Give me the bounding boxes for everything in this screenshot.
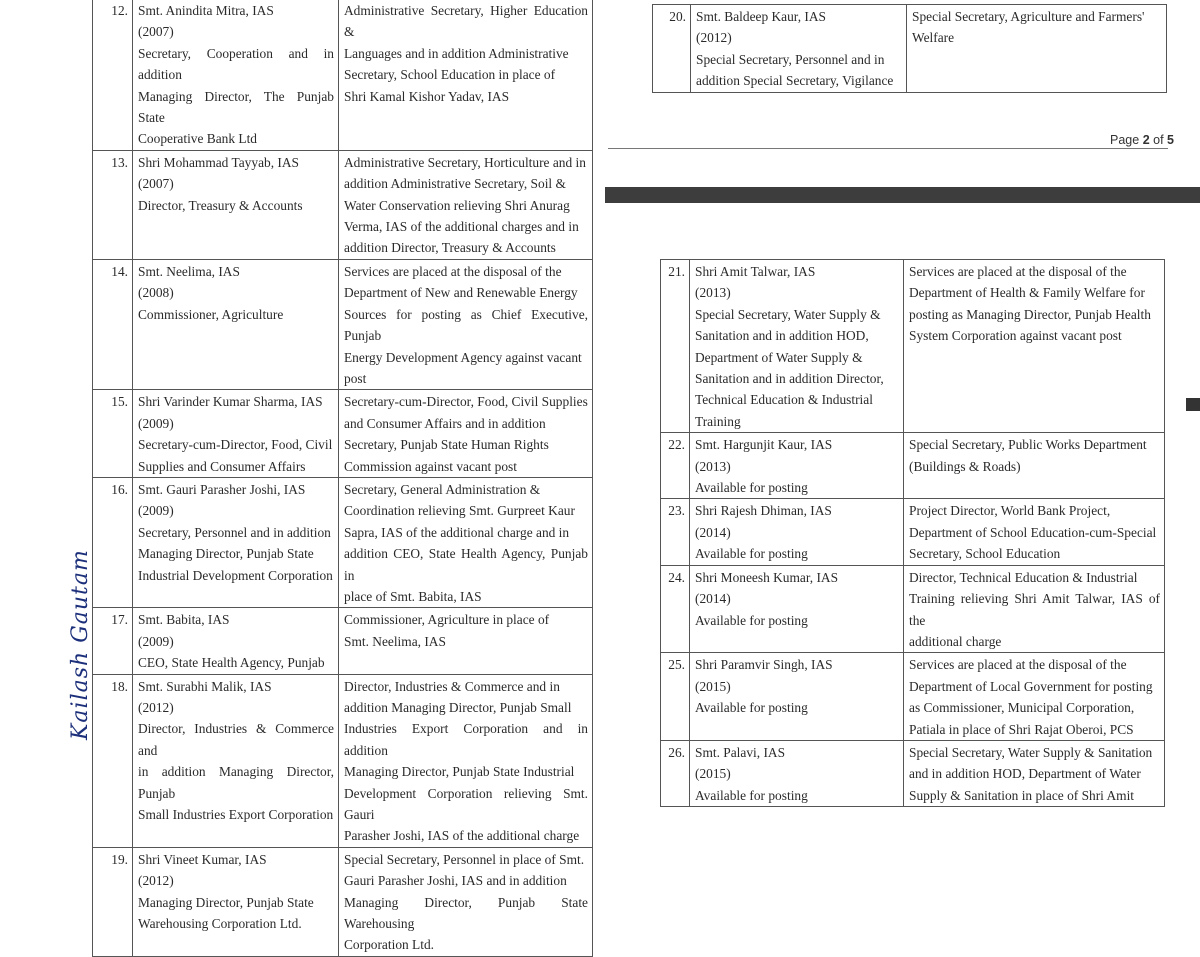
new-posting-line: Department of New and Renewable Energy bbox=[344, 285, 578, 301]
officer-name: Smt. Gauri Parasher Joshi, IAS bbox=[138, 481, 306, 497]
new-posting-cell bbox=[339, 259, 593, 389]
new-posting-line: Managing Director, Punjab State Industrial bbox=[344, 764, 575, 780]
table-row bbox=[661, 653, 1165, 741]
officer-cell bbox=[133, 0, 339, 150]
table-row bbox=[653, 5, 1167, 93]
current-posting-line: Director, Treasury & Accounts bbox=[138, 197, 303, 213]
current-posting-line: Secretary, Cooperation and in addition bbox=[138, 45, 334, 83]
new-posting-line: Director, Technical Education & Industrial bbox=[909, 569, 1138, 585]
new-posting-cell bbox=[339, 477, 593, 607]
officer-name: Smt. Baldeep Kaur, IAS bbox=[696, 9, 827, 24]
officer-cell bbox=[690, 740, 904, 806]
new-posting-cell bbox=[907, 5, 1167, 93]
serial-number: 16. bbox=[93, 477, 133, 607]
table-row bbox=[661, 433, 1165, 499]
current-posting-line: Industrial Development Corporation bbox=[138, 567, 333, 583]
new-posting-cell bbox=[339, 0, 593, 150]
page-footer-rule bbox=[608, 148, 1168, 149]
page-sep: of bbox=[1153, 133, 1164, 147]
current-posting-line: Available for posting bbox=[695, 612, 808, 628]
current-posting-line: Managing Director, Punjab State bbox=[138, 546, 314, 562]
right-top-posting-table bbox=[652, 4, 1167, 93]
table-row bbox=[93, 477, 593, 607]
page-separator-band bbox=[605, 187, 1200, 203]
new-posting-line: Patiala in place of Shri Rajat Oberoi, PCS bbox=[909, 721, 1134, 737]
current-posting-line: Secretary, Personnel and in addition bbox=[138, 524, 331, 540]
current-posting-line: Managing Director, Punjab State bbox=[138, 894, 314, 910]
table-row bbox=[93, 390, 593, 478]
serial-number: 23. bbox=[661, 499, 690, 565]
new-posting-line: Commissioner, Agriculture in place of bbox=[344, 612, 550, 628]
new-posting-line: Development Corporation relieving Smt. Gauri bbox=[344, 785, 588, 823]
new-posting-line: Department of Local Government for posting bbox=[909, 678, 1153, 694]
new-posting-line: Special Secretary, Agriculture and Farmers' bbox=[912, 9, 1145, 24]
new-posting-line: Energy Development Agency against vacant bbox=[344, 349, 582, 365]
new-posting-cell bbox=[904, 565, 1165, 653]
current-posting-line: Available for posting bbox=[695, 787, 808, 803]
officer-batch: (2013) bbox=[695, 458, 731, 474]
new-posting-line: Languages and in addition Administrative bbox=[344, 45, 569, 61]
current-posting-line: Available for posting bbox=[695, 546, 808, 562]
new-posting-line: Services are placed at the disposal of the bbox=[909, 264, 1127, 279]
serial-number: 17. bbox=[93, 608, 133, 674]
current-posting-line: in addition Managing Director, Punjab bbox=[138, 764, 334, 801]
left-table-body bbox=[93, 0, 593, 956]
new-posting-line: Secretary, School Education bbox=[909, 546, 1061, 562]
officer-name: Shri Mohammad Tayyab, IAS bbox=[138, 154, 299, 170]
page-total: 5 bbox=[1167, 133, 1174, 147]
new-posting-line: Water Conservation relieving Shri Anurag bbox=[344, 197, 570, 213]
table-row bbox=[93, 847, 593, 956]
table-row bbox=[661, 499, 1165, 565]
table-row bbox=[93, 0, 593, 150]
table-row bbox=[93, 259, 593, 389]
serial-number: 24. bbox=[661, 565, 690, 653]
officer-name: Shri Vineet Kumar, IAS bbox=[138, 851, 267, 867]
current-posting-line: Warehousing Corporation Ltd. bbox=[138, 916, 302, 932]
new-posting-line: posting as Managing Director, Punjab Health bbox=[909, 306, 1151, 322]
officer-name: Shri Rajesh Dhiman, IAS bbox=[695, 503, 832, 519]
new-posting-line: Administrative Secretary, Higher Education & bbox=[344, 3, 588, 40]
current-posting-line: Managing Director, The Punjab State bbox=[138, 88, 334, 126]
serial-number: 14. bbox=[93, 259, 133, 389]
left-posting-table bbox=[92, 0, 593, 957]
officer-cell bbox=[691, 5, 907, 93]
new-posting-line: Sapra, IAS of the additional charge and in bbox=[344, 524, 570, 540]
new-posting-line: Verma, IAS of the additional charges and in bbox=[344, 219, 579, 235]
officer-batch: (2012) bbox=[696, 30, 732, 46]
new-posting-line: Secretary, School Education in place of bbox=[344, 67, 556, 83]
new-posting-line: addition CEO, State Health Agency, Punjab in bbox=[344, 546, 588, 583]
current-posting-line: CEO, State Health Agency, Punjab bbox=[138, 655, 325, 671]
officer-batch: (2014) bbox=[695, 591, 731, 607]
current-posting-line: Special Secretary, Personnel and in bbox=[696, 51, 885, 67]
officer-name: Shri Amit Talwar, IAS bbox=[695, 264, 816, 279]
signature: Kailash Gautam bbox=[68, 549, 93, 740]
current-posting-line: Training bbox=[695, 413, 741, 429]
new-posting-cell bbox=[339, 847, 593, 956]
current-posting-line: Director, Industries & Commerce and bbox=[138, 721, 334, 758]
new-posting-line: Parasher Joshi, IAS of the additional charge bbox=[344, 828, 580, 844]
new-posting-line: Coordination relieving Smt. Gurpreet Kaur bbox=[344, 503, 575, 519]
officer-cell bbox=[133, 608, 339, 674]
new-posting-cell bbox=[904, 260, 1165, 433]
new-posting-line: Department of School Education-cum-Special bbox=[909, 524, 1157, 540]
new-posting-cell bbox=[339, 674, 593, 847]
new-posting-line: Gauri Parasher Joshi, IAS and in addition bbox=[344, 873, 567, 889]
current-posting-line: Department of Water Supply & bbox=[695, 349, 863, 365]
serial-number: 26. bbox=[661, 740, 690, 806]
serial-number: 19. bbox=[93, 847, 133, 956]
new-posting-cell bbox=[904, 499, 1165, 565]
serial-number: 15. bbox=[93, 390, 133, 478]
serial-number: 18. bbox=[93, 674, 133, 847]
new-posting-line: Director, Industries & Commerce and in bbox=[344, 678, 560, 694]
officer-cell bbox=[690, 260, 904, 433]
officer-name: Smt. Babita, IAS bbox=[138, 612, 230, 628]
new-posting-line: Department of Health & Family Welfare for bbox=[909, 285, 1145, 301]
page-current: 2 bbox=[1142, 133, 1150, 147]
officer-name: Shri Moneesh Kumar, IAS bbox=[695, 569, 839, 585]
table-row bbox=[661, 740, 1165, 806]
new-posting-line: Managing Director, Punjab State Warehousing bbox=[344, 894, 588, 932]
new-posting-line: Sources for posting as Chief Executive, Punjab bbox=[344, 306, 588, 344]
scroll-marker bbox=[1186, 398, 1200, 411]
officer-cell bbox=[690, 499, 904, 565]
new-posting-line: Commission against vacant post bbox=[344, 458, 517, 474]
current-posting-line: Small Industries Export Corporation bbox=[138, 807, 334, 823]
new-posting-line: System Corporation against vacant post bbox=[909, 328, 1122, 344]
officer-batch: (2015) bbox=[695, 766, 731, 782]
current-posting-line: Available for posting bbox=[695, 700, 808, 716]
officer-cell bbox=[133, 390, 339, 478]
officer-cell bbox=[133, 674, 339, 847]
officer-batch: (2007) bbox=[138, 176, 174, 192]
new-posting-line: Supply & Sanitation in place of Shri Amit bbox=[909, 787, 1135, 803]
current-posting-line: Commissioner, Agriculture bbox=[138, 306, 284, 322]
right-table-body bbox=[661, 260, 1165, 807]
serial-number: 20. bbox=[653, 5, 691, 93]
new-posting-line: (Buildings & Roads) bbox=[909, 458, 1021, 474]
current-posting-line: Technical Education & Industrial bbox=[695, 392, 873, 408]
new-posting-line: and in addition HOD, Department of Water bbox=[909, 766, 1141, 782]
officer-name: Smt. Palavi, IAS bbox=[695, 744, 786, 760]
new-posting-cell bbox=[904, 653, 1165, 741]
serial-number: 13. bbox=[93, 150, 133, 259]
new-posting-line: Shri Kamal Kishor Yadav, IAS bbox=[344, 88, 510, 104]
current-posting-line: Sanitation and in addition HOD, bbox=[695, 328, 869, 344]
officer-cell bbox=[133, 477, 339, 607]
table-row bbox=[661, 260, 1165, 433]
new-posting-cell bbox=[339, 150, 593, 259]
current-posting-line: Cooperative Bank Ltd bbox=[138, 131, 257, 147]
officer-batch: (2013) bbox=[695, 285, 731, 301]
serial-number: 25. bbox=[661, 653, 690, 741]
officer-batch: (2015) bbox=[695, 678, 731, 694]
serial-number: 22. bbox=[661, 433, 690, 499]
page-prefix: Page bbox=[1110, 133, 1140, 147]
current-posting-line: Available for posting bbox=[695, 480, 808, 496]
current-posting-line: Supplies and Consumer Affairs bbox=[138, 458, 306, 474]
officer-batch: (2009) bbox=[138, 633, 174, 649]
officer-cell bbox=[133, 259, 339, 389]
officer-name: Smt. Hargunjit Kaur, IAS bbox=[695, 437, 833, 453]
officer-batch: (2012) bbox=[138, 700, 174, 715]
officer-name: Smt. Surabhi Malik, IAS bbox=[138, 678, 272, 694]
officer-batch: (2008) bbox=[138, 285, 174, 301]
new-posting-line: Secretary-cum-Director, Food, Civil Supplies bbox=[344, 394, 588, 410]
officer-batch: (2009) bbox=[138, 415, 174, 431]
new-posting-line: Industries Export Corporation and in addition bbox=[344, 721, 588, 758]
new-posting-line: Special Secretary, Personnel in place of Smt. bbox=[344, 851, 585, 867]
new-posting-line: Special Secretary, Public Works Department bbox=[909, 437, 1147, 453]
new-posting-line: Project Director, World Bank Project, bbox=[909, 503, 1111, 519]
officer-batch: (2009) bbox=[138, 503, 174, 519]
page-number bbox=[1110, 133, 1174, 147]
officer-name: Smt. Neelima, IAS bbox=[138, 263, 240, 279]
new-posting-line: Corporation Ltd. bbox=[344, 937, 435, 953]
officer-cell bbox=[690, 653, 904, 741]
new-posting-line: Special Secretary, Water Supply & Sanitation bbox=[909, 744, 1153, 760]
new-posting-line: Training relieving Shri Amit Talwar, IAS of the bbox=[909, 591, 1160, 628]
current-posting-line: Secretary-cum-Director, Food, Civil bbox=[138, 437, 333, 453]
new-posting-line: and Consumer Affairs and in addition bbox=[344, 415, 546, 431]
officer-cell bbox=[690, 433, 904, 499]
current-posting-line: Special Secretary, Water Supply & bbox=[695, 306, 881, 322]
right-posting-table bbox=[660, 259, 1165, 807]
officer-name: Shri Varinder Kumar Sharma, IAS bbox=[138, 394, 323, 410]
new-posting-line: addition Director, Treasury & Accounts bbox=[344, 240, 556, 256]
new-posting-line: Services are placed at the disposal of the bbox=[909, 657, 1127, 673]
current-posting-line: Sanitation and in addition Director, bbox=[695, 371, 884, 387]
new-posting-line: additional charge bbox=[909, 633, 1002, 649]
officer-cell bbox=[133, 847, 339, 956]
officer-name: Smt. Anindita Mitra, IAS bbox=[138, 3, 274, 18]
officer-cell bbox=[133, 150, 339, 259]
officer-cell bbox=[690, 565, 904, 653]
table-row bbox=[93, 674, 593, 847]
new-posting-cell bbox=[904, 433, 1165, 499]
serial-number: 21. bbox=[661, 260, 690, 433]
new-posting-line: post bbox=[344, 370, 367, 386]
new-posting-line: place of Smt. Babita, IAS bbox=[344, 588, 482, 604]
officer-batch: (2012) bbox=[138, 873, 174, 889]
new-posting-line: as Commissioner, Municipal Corporation, bbox=[909, 700, 1135, 716]
officer-batch: (2007) bbox=[138, 24, 174, 40]
new-posting-line: Secretary, General Administration & bbox=[344, 481, 541, 497]
new-posting-cell bbox=[339, 608, 593, 674]
new-posting-line: addition Managing Director, Punjab Small bbox=[344, 700, 572, 715]
serial-number: 12. bbox=[93, 0, 133, 150]
new-posting-cell bbox=[339, 390, 593, 478]
new-posting-line: Smt. Neelima, IAS bbox=[344, 633, 446, 649]
new-posting-line: Services are placed at the disposal of the bbox=[344, 263, 562, 279]
new-posting-cell bbox=[904, 740, 1165, 806]
new-posting-line: Administrative Secretary, Horticulture and in bbox=[344, 154, 586, 170]
current-posting-line: addition Special Secretary, Vigilance bbox=[696, 73, 894, 89]
table-row bbox=[93, 150, 593, 259]
new-posting-line: Secretary, Punjab State Human Rights bbox=[344, 437, 549, 453]
right-top-table-body bbox=[653, 5, 1167, 93]
table-row bbox=[93, 608, 593, 674]
table-row bbox=[661, 565, 1165, 653]
officer-batch: (2014) bbox=[695, 524, 731, 540]
new-posting-line: Welfare bbox=[912, 30, 955, 46]
officer-name: Shri Paramvir Singh, IAS bbox=[695, 657, 833, 673]
new-posting-line: addition Administrative Secretary, Soil & bbox=[344, 176, 566, 192]
